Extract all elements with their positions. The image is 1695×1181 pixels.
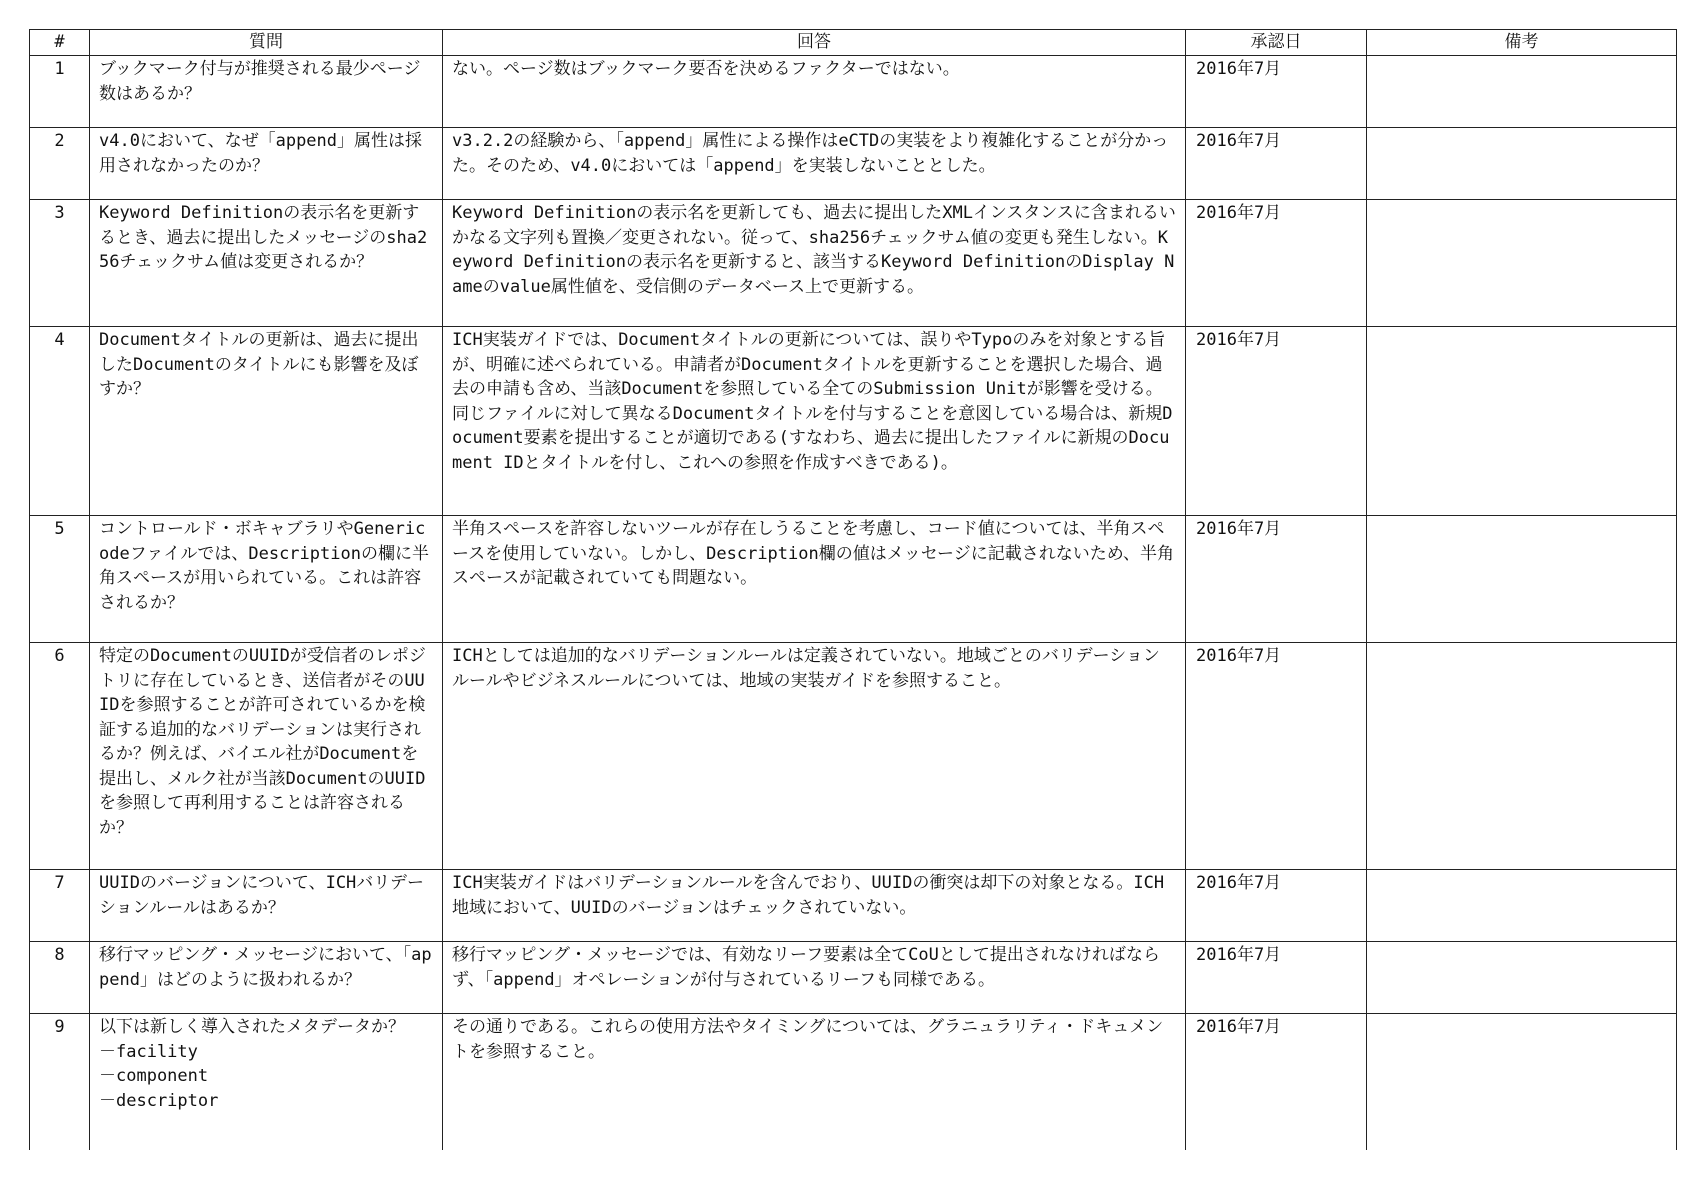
row-question: v4.0において、なぜ「append」属性は採用されなかったのか？ — [90, 128, 443, 200]
row-question: ブックマーク付与が推奨される最少ページ数はあるか？ — [90, 56, 443, 128]
row-number: 7 — [30, 870, 90, 942]
row-remarks — [1367, 56, 1677, 128]
row-number: 2 — [30, 128, 90, 200]
row-number: 6 — [30, 643, 90, 870]
row-answer: 半角スペースを許容しないツールが存在しうることを考慮し、コード値については、半角スペースを使用していない。しかし、Description欄の値はメッセージに記載されないため、半角スペースが記載されていても問題ない。 — [443, 516, 1186, 643]
row-remarks — [1367, 643, 1677, 870]
table-row — [30, 942, 1677, 1014]
row-approved-date: 2016年7月 — [1186, 200, 1367, 327]
row-remarks — [1367, 870, 1677, 942]
row-number: 3 — [30, 200, 90, 327]
row-remarks — [1367, 128, 1677, 200]
row-question: コントロールド・ボキャブラリやGenericodeファイルでは、Descriptionの欄に半角スペースが用いられている。これは許容されるか？ — [90, 516, 443, 643]
table-row — [30, 643, 1677, 870]
table-row — [30, 1014, 1677, 1150]
row-answer: ない。ページ数はブックマーク要否を決めるファクターではない。 — [443, 56, 1186, 128]
row-answer: ICHとしては追加的なバリデーションルールは定義されていない。地域ごとのバリデーションルールやビジネスルールについては、地域の実装ガイドを参照すること。 — [443, 643, 1186, 870]
row-answer: ICH実装ガイドはバリデーションルールを含んでおり、UUIDの衝突は却下の対象となる。ICH地域において、UUIDのバージョンはチェックされていない。 — [443, 870, 1186, 942]
row-approved-date: 2016年7月 — [1186, 942, 1367, 1014]
row-question: Keyword Definitionの表示名を更新するとき、過去に提出したメッセージのsha256チェックサム値は変更されるか？ — [90, 200, 443, 327]
row-number: 8 — [30, 942, 90, 1014]
qa-table — [29, 29, 1677, 1150]
table-row — [30, 327, 1677, 516]
row-remarks — [1367, 942, 1677, 1014]
row-question: Documentタイトルの更新は、過去に提出したDocumentのタイトルにも影響を及ぼすか？ — [90, 327, 443, 516]
row-remarks — [1367, 1014, 1677, 1150]
row-answer: Keyword Definitionの表示名を更新しても、過去に提出したXMLインスタンスに含まれるいかなる文字列も置換／変更されない。従って、sha256チェックサム値の変更も発生しない。Keyword Definitionの表示名を更新すると、該当するKeyword DefinitionのDisplay Nameのvalue属性値を、受信側のデータベース上で更新する。 — [443, 200, 1186, 327]
row-remarks — [1367, 200, 1677, 327]
table-row — [30, 200, 1677, 327]
row-answer: ICH実装ガイドでは、Documentタイトルの更新については、誤りやTypoのみを対象とする旨が、明確に述べられている。申請者がDocumentタイトルを更新することを選択した場合、過去の申請も含め、当該Documentを参照している全てのSubmission Unitが影響を受ける。同じファイルに対して異なるDocumentタイトルを付与することを意図している場合は、新規Document要素を提出することが適切である(すなわち、過去に提出したファイルに新規のDocument IDとタイトルを付し、これへの参照を作成すべきである)。 — [443, 327, 1186, 516]
row-approved-date: 2016年7月 — [1186, 516, 1367, 643]
header-remarks: 備考 — [1367, 30, 1677, 56]
row-approved-date: 2016年7月 — [1186, 1014, 1367, 1150]
row-number: 4 — [30, 327, 90, 516]
table-row — [30, 56, 1677, 128]
row-remarks — [1367, 516, 1677, 643]
row-question: UUIDのバージョンについて、ICHバリデーションルールはあるか？ — [90, 870, 443, 942]
header-approved: 承認日 — [1186, 30, 1367, 56]
row-number: 5 — [30, 516, 90, 643]
row-approved-date: 2016年7月 — [1186, 643, 1367, 870]
row-answer: その通りである。これらの使用方法やタイミングについては、グラニュラリティ・ドキュメントを参照すること。 — [443, 1014, 1186, 1150]
row-number: 9 — [30, 1014, 90, 1150]
table-row — [30, 128, 1677, 200]
row-question: 以下は新しく導入されたメタデータか？ －facility －component －descriptor — [90, 1014, 443, 1150]
table-row — [30, 516, 1677, 643]
row-approved-date: 2016年7月 — [1186, 327, 1367, 516]
header-question: 質問 — [90, 30, 443, 56]
row-number: 1 — [30, 56, 90, 128]
row-answer: 移行マッピング・メッセージでは、有効なリーフ要素は全てCoUとして提出されなければならず、「append」オペレーションが付与されているリーフも同様である。 — [443, 942, 1186, 1014]
header-row — [30, 30, 1677, 56]
row-remarks — [1367, 327, 1677, 516]
header-num: # — [30, 30, 90, 56]
row-approved-date: 2016年7月 — [1186, 56, 1367, 128]
row-answer: v3.2.2の経験から、「append」属性による操作はeCTDの実装をより複雑化することが分かった。そのため、v4.0においては「append」を実装しないこととした。 — [443, 128, 1186, 200]
row-approved-date: 2016年7月 — [1186, 870, 1367, 942]
header-answer: 回答 — [443, 30, 1186, 56]
row-approved-date: 2016年7月 — [1186, 128, 1367, 200]
row-question: 特定のDocumentのUUIDが受信者のレポジトリに存在しているとき、送信者がそのUUIDを参照することが許可されているかを検証する追加的なバリデーションは実行されるか？例えば、バイエル社がDocumentを提出し、メルク社が当該DocumentのUUIDを参照して再利用することは許容されるか？ — [90, 643, 443, 870]
row-question: 移行マッピング・メッセージにおいて、「append」はどのように扱われるか？ — [90, 942, 443, 1014]
table-row — [30, 870, 1677, 942]
